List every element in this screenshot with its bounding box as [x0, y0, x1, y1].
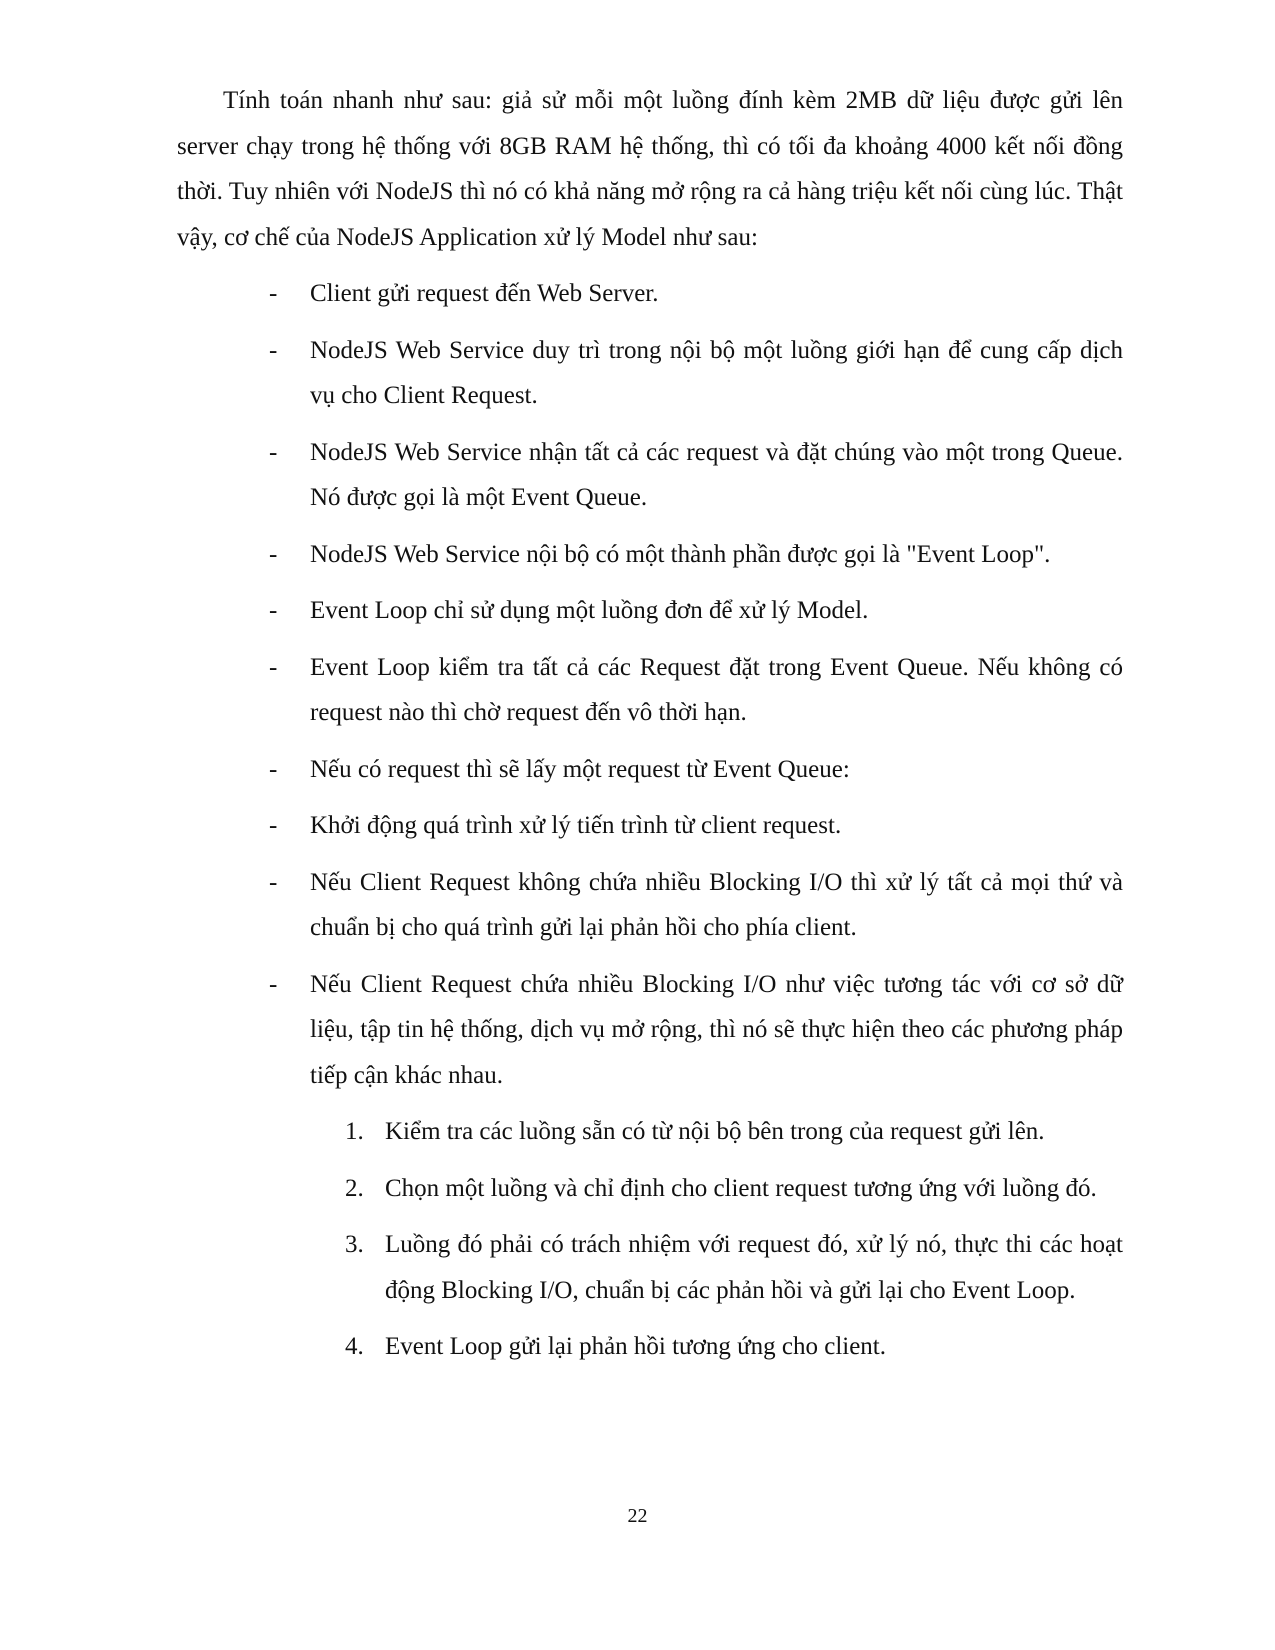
bullet-text: Client gửi request đến Web Server. — [310, 280, 659, 307]
bullet-marker: - — [269, 597, 278, 624]
item-number: 1. — [345, 1118, 364, 1145]
intro-paragraph: Tính toán nhanh như sau: giả sử mỗi một luồng đính kèm 2MB dữ liệu được gửi lên server chạy trong hệ thống với 8GB RAM hệ thống, thì có tối đa khoảng 4000 kết nối đồng thời. Tuy nhiên với NodeJS thì nó có khả năng mở rộng ra cả hàng triệu kết nối cùng lúc. Thật vậy, cơ chế của NodeJS Application xử lý Model như sau: — [177, 87, 1123, 251]
numbered-text: Luồng đó phải có trách nhiệm với request đó, xử lý nó, thực thi các hoạt động Blocking I/O, chuẩn bị các phản hồi và gửi lại cho Event Loop. — [385, 1231, 1123, 1304]
numbered-item — [177, 1109, 1123, 1155]
bullet-item — [177, 532, 1123, 578]
bullet-item — [177, 645, 1123, 736]
bullet-marker: - — [269, 438, 278, 466]
bullet-list — [177, 271, 1123, 1098]
bullet-marker: - — [269, 868, 278, 896]
bullet-marker: - — [269, 970, 278, 998]
numbered-list — [177, 1109, 1123, 1370]
bullet-item — [177, 588, 1123, 634]
bullet-text: Nếu có request thì sẽ lấy một request từ Event Queue: — [310, 755, 850, 783]
bullet-text: NodeJS Web Service nội bộ có một thành phần được gọi là "Event Loop". — [310, 540, 1051, 568]
bullet-item — [177, 803, 1123, 849]
bullet-text: NodeJS Web Service nhận tất cả các request và đặt chúng vào một trong Queue. Nó được gọi là một Event Queue. — [310, 438, 1123, 511]
bullet-text: NodeJS Web Service duy trì trong nội bộ một luồng giới hạn để cung cấp dịch vụ cho Client Request. — [310, 336, 1123, 409]
page-number: 22 — [627, 1505, 648, 1527]
bullet-text: Nếu Client Request chứa nhiều Blocking I/O như việc tương tác với cơ sở dữ liệu, tập tin hệ thống, dịch vụ mở rộng, thì nó sẽ thực hiện theo các phương pháp tiếp cận khác nhau. — [310, 970, 1123, 1089]
bullet-item — [177, 747, 1123, 793]
bullet-text: Event Loop chỉ sử dụng một luồng đơn để xử lý Model. — [310, 597, 869, 624]
bullet-item — [177, 271, 1123, 317]
numbered-item — [177, 1166, 1123, 1212]
body-text — [177, 78, 1123, 1381]
numbered-text: Event Loop gửi lại phản hồi tương ứng cho client. — [385, 1333, 887, 1360]
bullet-text: Nếu Client Request không chứa nhiều Blocking I/O thì xử lý tất cả mọi thứ và chuẩn bị cho quá trình gửi lại phản hồi cho phía client. — [310, 868, 1123, 941]
bullet-text: Event Loop kiểm tra tất cả các Request đặt trong Event Queue. Nếu không có request nào thì chờ request đến vô thời hạn. — [310, 653, 1123, 726]
numbered-item — [177, 1222, 1123, 1313]
bullet-item — [177, 860, 1123, 951]
bullet-item — [177, 430, 1123, 521]
bullet-marker: - — [269, 280, 278, 307]
numbered-text: Kiểm tra các luồng sẵn có từ nội bộ bên trong của request gửi lên. — [385, 1118, 1045, 1145]
bullet-item — [177, 328, 1123, 419]
item-number: 3. — [345, 1231, 364, 1258]
bullet-marker: - — [269, 812, 278, 839]
item-number: 2. — [345, 1174, 364, 1202]
bullet-marker: - — [269, 755, 278, 783]
bullet-text: Khởi động quá trình xử lý tiến trình từ client request. — [310, 812, 842, 839]
bullet-marker: - — [269, 540, 278, 568]
bullet-item — [177, 962, 1123, 1099]
bullet-marker: - — [269, 653, 278, 681]
numbered-item — [177, 1324, 1123, 1370]
item-number: 4. — [345, 1333, 364, 1360]
numbered-text: Chọn một luồng và chỉ định cho client request tương ứng với luồng đó. — [385, 1174, 1097, 1202]
bullet-marker: - — [269, 336, 278, 364]
